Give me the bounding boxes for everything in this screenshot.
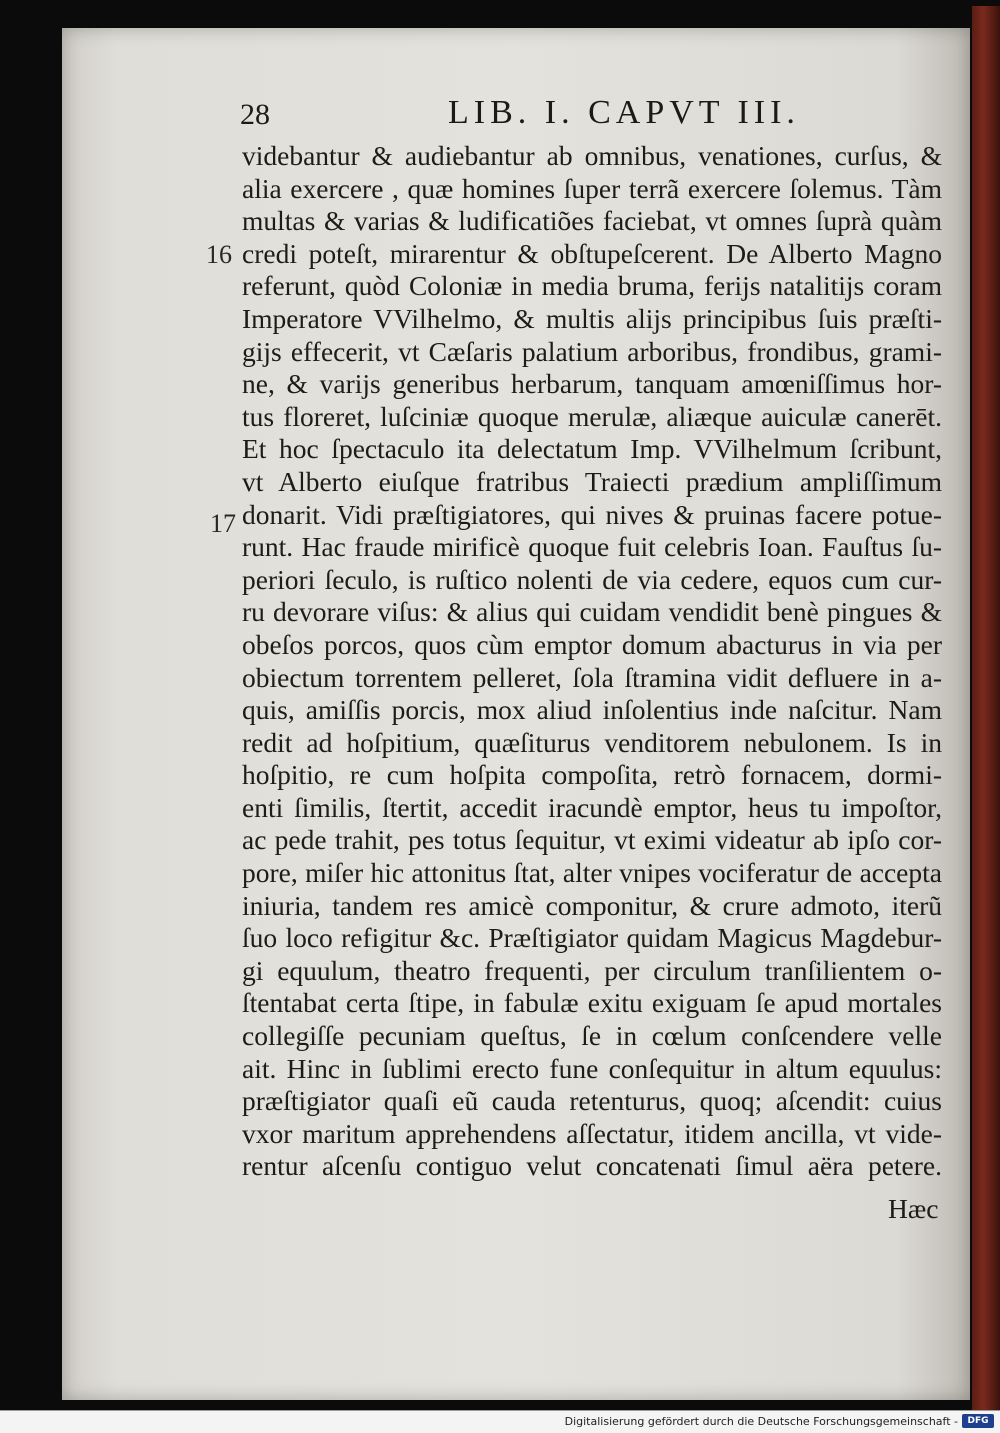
- text-line: referunt, quòd Coloniæ in media bruma, ferijs natalitijs coram: [242, 270, 942, 302]
- text-line: rentur aſcenſu contiguo velut concatenati ſimul aëra petere.: [242, 1150, 942, 1182]
- text-line: pore, miſer hic attonitus ſtat, alter vnipes vociferatur de accepta: [242, 857, 942, 889]
- text-line: obiectum torrentem pelleret, ſola ſtramina vidit defluere in a-: [242, 661, 942, 693]
- text-line: multas & varias & ludificatiões faciebat, vt omnes ſuprà quàm: [242, 205, 942, 237]
- dfg-logo-icon[interactable]: DFG: [962, 1414, 994, 1428]
- body-text: [242, 140, 942, 1183]
- text-line: ſuo loco refigitur &c. Præſtigiator quidam Magicus Magdebur-: [242, 922, 942, 954]
- catchword: Hæc: [888, 1193, 939, 1224]
- text-line: runt. Hac fraude mirificè quoque fuit celebris Ioan. Fauſtus ſu-: [242, 531, 942, 563]
- text-line: gi equulum, theatro frequenti, per circulum tranſilientem o-: [242, 954, 942, 986]
- running-head: LIB. I. CAPVT III.: [448, 94, 800, 131]
- text-line: collegiſſe pecuniam queſtus, ſe in cœlum conſcendere velle: [242, 1020, 942, 1052]
- text-line: gijs effecerit, vt Cæſaris palatium arboribus, frondibus, grami-: [242, 335, 942, 367]
- text-line: ne, & varijs generibus herbarum, tanquam amœniſſimus hor-: [242, 368, 942, 400]
- margin-number-17: 17: [210, 509, 236, 538]
- text-line: alia exercere , quæ homines ſuper terrã exercere ſolemus. Tàm: [242, 172, 942, 204]
- text-line: Et hoc ſpectaculo ita delectatum Imp. VVilhelmum ſcribunt,: [242, 433, 942, 465]
- text-line: ſtentabat certa ſtipe, in fabulæ exitu exiguam ſe apud mortales: [242, 987, 942, 1019]
- text-line: credi poteſt, mirarentur & obſtupeſcerent. De Alberto Magno: [242, 237, 942, 269]
- text-line: videbantur & audiebantur ab omnibus, venationes, curſus, &: [242, 140, 942, 171]
- text-line: iniuria, tandem res amicè componitur, & crure admoto, iterũ: [242, 889, 942, 921]
- digitization-footer: [0, 1410, 1000, 1433]
- text-line: enti ſimilis, ſtertit, accedit iracundè emptor, heus tu impoſtor,: [242, 791, 942, 823]
- text-line: ait. Hinc in ſublimi erecto fune conſequitur in altum equulus:: [242, 1052, 942, 1084]
- text-line: donarit. Vidi præſtigiatores, qui nives & pruinas facere potue-: [242, 498, 942, 530]
- margin-number-16: 16: [206, 240, 232, 269]
- page-number: 28: [240, 98, 270, 131]
- funding-credit: Digitalisierung gefördert durch die Deutsche Forschungsgemeinschaft -: [564, 1415, 958, 1428]
- page-header: [236, 92, 956, 140]
- text-line: redit ad hoſpitium, quæſiturus venditorem nebulonem. Is in: [242, 726, 942, 758]
- text-line: Imperatore VVilhelmo, & multis alijs principibus ſuis præſti-: [242, 302, 942, 334]
- text-line: ac pede trahit, pes totus ſequitur, vt eximi videatur ab ipſo cor-: [242, 824, 942, 856]
- text-line: obeſos porcos, quos cùm emptor domum abacturus in via per: [242, 628, 942, 660]
- text-line: tus floreret, luſciniæ quoque merulæ, aliæque auiculæ canerēt.: [242, 400, 942, 432]
- book-cover-edge: [972, 6, 1000, 1410]
- text-line: periori ſeculo, is ruſtico nolenti de via cedere, equos cum cur-: [242, 563, 942, 595]
- text-line: vt Alberto eiuſque fratribus Traiecti prædium ampliſſimum: [242, 465, 942, 497]
- text-line: præſtigiator quaſi eũ cauda retenturus, quoq; aſcendit: cuius: [242, 1085, 942, 1117]
- text-line: quis, amiſſis porcis, mox aliud inſolentius inde naſcitur. Nam: [242, 694, 942, 726]
- text-line: vxor maritum apprehendens aſſectatur, itidem ancilla, vt vide-: [242, 1117, 942, 1149]
- text-line: ru devorare viſus: & alius qui cuidam vendidit benè pingues &: [242, 596, 942, 628]
- text-line: hoſpitio, re cum hoſpita compoſita, retrò fornacem, dormi-: [242, 759, 942, 791]
